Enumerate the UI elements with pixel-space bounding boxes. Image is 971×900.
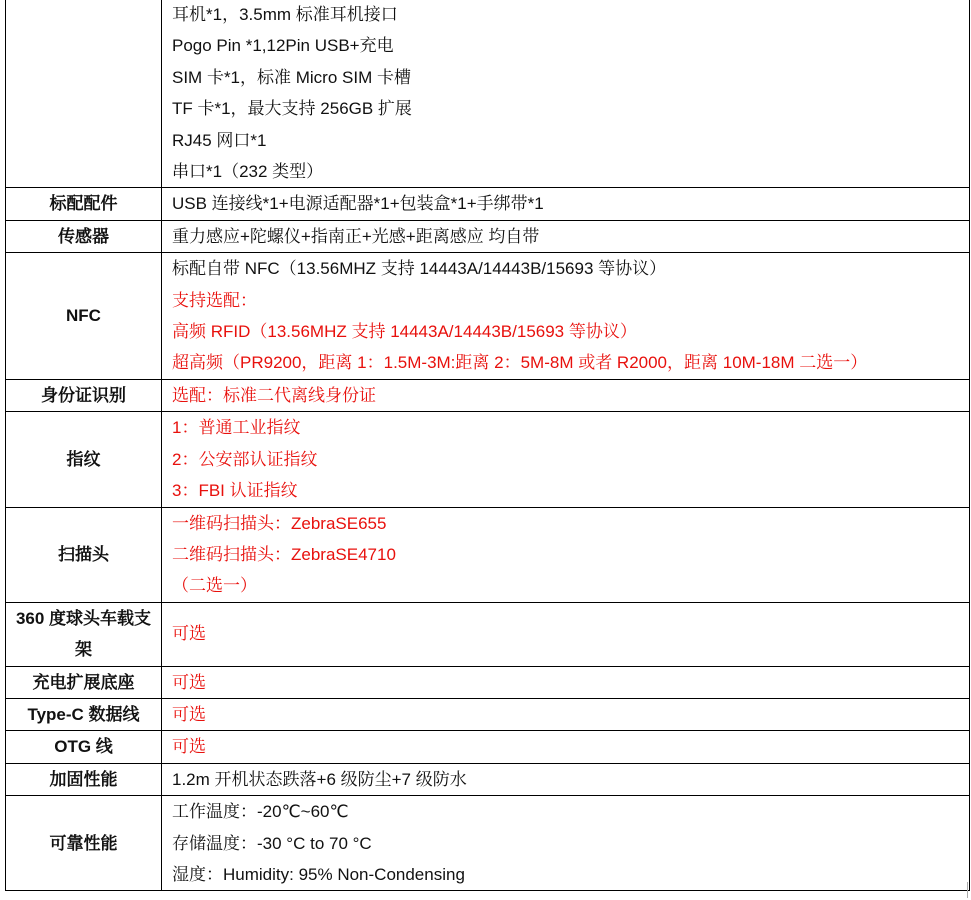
page-edge-mark [967,882,968,898]
value-line: USB 连接线*1+电源适配器*1+包装盒*1+手绑带*1 [172,194,544,214]
row-label: Type-C 数据线 [6,698,162,730]
row-label: 身份证识别 [6,379,162,411]
row-label: 360 度球头车载支架 [6,602,162,666]
value-line: 重力感应+陀螺仪+指南正+光感+距离感应 均自带 [172,226,540,246]
table-row [6,412,970,507]
row-label: 标配配件 [6,188,162,220]
value-line: Pogo Pin *1,12Pin USB+充电 [172,36,394,56]
value-line: 1：普通工业指纹 [172,418,301,438]
row-label: OTG 线 [6,731,162,763]
value-line: 一维码扫描头：ZebraSE655 [172,513,387,533]
row-label: 扫描头 [6,507,162,602]
value-line: 高频 RFID（13.56MHZ 支持 14443A/14443B/15693 等协议） [172,322,637,342]
row-value [162,507,970,602]
value-line: 可选 [172,624,206,644]
row-value [162,666,970,698]
value-line: 可选 [172,672,206,692]
table-row [6,602,970,666]
row-label: 加固性能 [6,763,162,795]
value-line: 可选 [172,737,206,757]
value-line: 选配：标准二代离线身份证 [172,385,376,405]
value-line: 2：公安部认证指纹 [172,449,318,469]
table-row [6,188,970,220]
table-row [6,763,970,795]
value-line: 1.2m 开机状态跌落+6 级防尘+7 级防水 [172,769,467,789]
value-line: SIM 卡*1，标准 Micro SIM 卡槽 [172,67,411,87]
value-line: TF 卡*1，最大支持 256GB 扩展 [172,99,412,119]
table-row [6,0,970,188]
table-row [6,796,970,891]
row-value [162,379,970,411]
value-line: 3：FBI 认证指纹 [172,481,298,501]
table-row [6,379,970,411]
value-line: 超高频（PR9200，距离 1：1.5M-3M:距离 2：5M-8M 或者 R2000，距离 10M-18M 二选一） [172,353,868,373]
table-row [6,698,970,730]
row-value [162,731,970,763]
row-label: 可靠性能 [6,796,162,891]
row-value [162,253,970,380]
row-label: 指纹 [6,412,162,507]
value-line: 工作温度：-20℃~60℃ [172,802,349,822]
table-row [6,731,970,763]
row-value [162,220,970,252]
value-line: 二维码扫描头：ZebraSE4710 [172,544,396,564]
value-line: 可选 [172,704,206,724]
value-line: 湿度：Humidity: 95% Non-Condensing [172,864,465,884]
value-line: 存储温度：-30 °C to 70 °C [172,833,372,853]
row-value [162,412,970,507]
value-line: 串口*1（232 类型） [172,162,324,182]
value-line: （二选一） [172,576,257,596]
row-value [162,0,970,188]
value-line: 标配自带 NFC（13.56MHZ 支持 14443A/14443B/15693 等协议） [172,259,667,279]
value-line: RJ45 网口*1 [172,130,267,150]
spec-table-body [6,0,970,891]
row-label: NFC [6,253,162,380]
table-row [6,507,970,602]
spec-table [5,0,970,891]
value-line: 耳机*1，3.5mm 标准耳机接口 [172,5,398,24]
table-row [6,666,970,698]
row-value [162,796,970,891]
table-row [6,253,970,380]
row-value [162,698,970,730]
row-label [6,0,162,188]
value-line: 支持选配： [172,290,257,310]
row-value [162,602,970,666]
row-label: 充电扩展底座 [6,666,162,698]
row-value [162,188,970,220]
table-row [6,220,970,252]
row-value [162,763,970,795]
row-label: 传感器 [6,220,162,252]
